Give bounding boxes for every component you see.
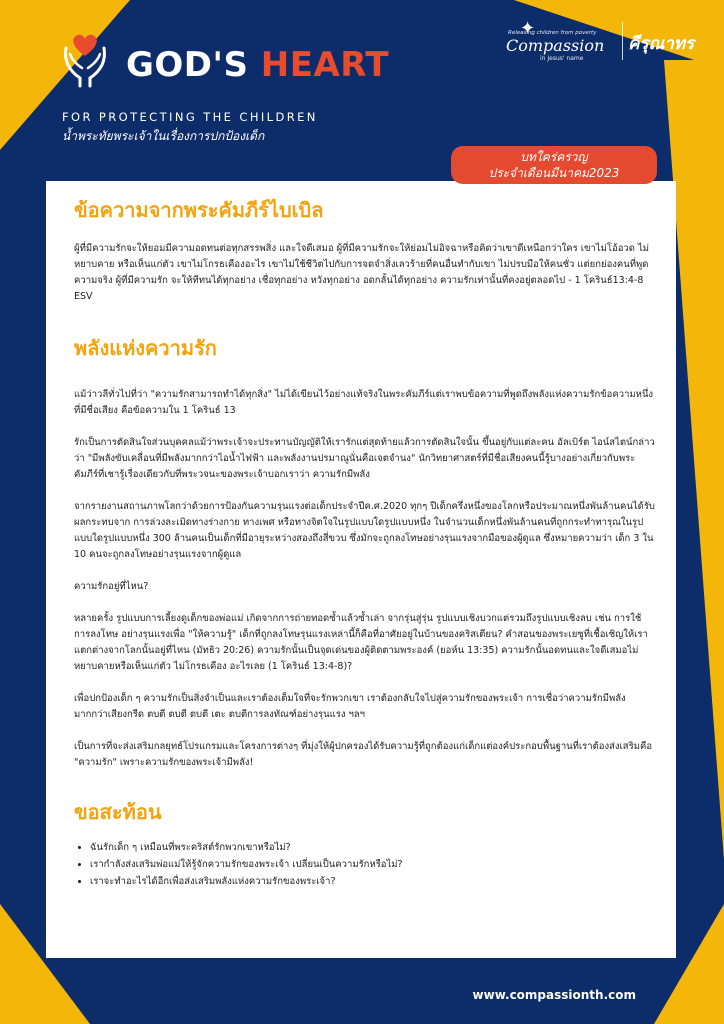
reflect-section-title: ขอสะท้อน: [74, 800, 162, 824]
power-paragraph-5: หลายครั้ง รูปแบบการเลี้ยงดูเด็กของพ่อแม่ เกิดจากการถ่ายทอดซ้ำแล้วซ้ำเล่า จากรุ่นสู่รุ่น รูปแบบเชิงบวกแต่รวมถึงรูปแบบเชิงลบ เช่น การใช้การลงโทษ อย่างรุนแรงเพื่อ "ให้ความรู้" เด็กที่ถูกลงโทษรุนแรงเหล่านี้ก็คือที่อาศัยอยู่ในบ้านของคริสเตียน? คำสอนของพระเยซูที่เชื้อเชิญให้เราแตกต่างจากโลกนั้นอยู่ที่ไหน (มัทธิว 20:26) ความรักนั้นเป็นจุดเด่นของผู้ติดตามพระองค์ (ยอห์น 13:35) ความรักนั้นอดทนและใจดีเสมอไม่หยาบคายหรือเห็นแก่ตัว ไม่โกรธเคือง อะไรเลย (1 โครินธ์ 13:4-8)?: [74, 613, 648, 672]
power-paragraph-6: เพื่อปกป้องเด็ก ๆ ความรักเป็นสิ่งจำเป็นและเราต้องเต็มใจที่จะรักพวกเขา เราต้องกลับใจไปสู่ความรักของพระเจ้า การเชื่อว่าความรักมีพลังมากกว่าเสียงกรีด ตบตี ตบตี ตบตี เตะ ตบตีการลงทัณฑ์อย่างรุนแรง ฯลฯ: [74, 693, 626, 720]
compassion-figure-icon: ✦: [520, 18, 536, 39]
compassion-name: Compassion: [506, 36, 605, 55]
compassion-in-jesus: in Jesus' name: [540, 55, 584, 62]
website-link[interactable]: www.compassionth.com: [472, 988, 636, 1002]
power-paragraph-2: รักเป็นการตัดสินใจส่วนบุคคลแม้ว่าพระเจ้าจะประทานบัญญัติให้เรารักแต่สุดท้ายแล้วการตัดสินใจนั้น ขึ้นอยู่กับแต่ละคน อัลเบิร์ต ไอน์สไตน์กล่าวว่า "มีพลังขับเคลื่อนที่มีพลังมากกว่าไอน้ำไฟฟ้า และพลังงานปรมาณูนั่นคือเจตจำนง" นักวิทยาศาสตร์ที่มีชื่อเสียงคนนี้รู้บางอย่างเกี่ยวกับพระคัมภีร์ที่เชารู้เรื่องเดียวกับที่พระวจนะของพระเจ้าบอกเราว่า ความรักมีพลัง: [74, 437, 655, 480]
compassion-tagline: Releasing children from poverty: [508, 30, 597, 36]
badge-line-1: บทใคร่ครวญ: [520, 150, 588, 164]
reflect-item: • ฉันรักเด็ก ๆ เหมือนที่พระคริสต์รักพวกเขาหรือไม่?: [90, 839, 656, 856]
power-paragraph-4: ความรักอยู่ที่ไหน?: [74, 581, 149, 592]
compassion-logo: [506, 18, 695, 64]
logo-subtitle: FOR PROTECTING THE CHILDREN: [62, 110, 318, 124]
hands-heart-icon: [60, 30, 110, 88]
reflect-list: [74, 839, 656, 890]
power-section-title: พลังแห่งความรัก: [74, 336, 217, 360]
month-badge: [451, 146, 657, 184]
bible-section-title: ข้อความจากพระคัมภีร์ไบเบิล: [74, 198, 324, 222]
logo-title-heart: HEART: [260, 45, 390, 85]
reflect-item: • เราจะทำอะไรได้อีกเพื่อส่งเสริมพลังแห่งความรักของพระเจ้า?: [90, 873, 656, 890]
content-body: [74, 195, 656, 890]
power-paragraph-3: จากรายงานสถานภาพโลกว่าด้วยการป้องกันความรุนแรงต่อเด็กประจำปีค.ศ.2020 ทุกๆ ปีเด็กครึ่งหนึ่งของโลกหรือประมาณหนึ่งพันล้านคนได้รับผลกระทบจาก การล่วงละเมิดทางร่างกาย ทางเพศ หรือทางจิตใจในรูปแบบใดรูปแบบหนึ่ง ในจำนวนเด็กหนึ่งพันล้านคนที่ถูกกระทำทารุณในรูปแบบใดรูปแบบหนึ่ง 300 ล้านคนเป็นเด็กที่มีอายุระหว่างสองถึงสี่ขวบ ซึ่งมักจะถูกลงโทษอย่างรุนแรงจากมือของผู้ดูแล ซึ่งหมายความว่า เด็ก 3 ใน 10 คนจะถูกลงโทษอย่างรุนแรงจากผู้ดูแล: [74, 501, 655, 560]
content-card: [46, 181, 676, 958]
logo-separator: [622, 22, 623, 60]
logo-thai-subtitle: น้ำพระทัยพระเจ้าในเรื่องการปกป้องเด็ก: [62, 129, 265, 143]
logo-title: [126, 45, 390, 85]
compassion-thai-name: คีรุณาทร: [628, 34, 695, 54]
reflect-item: • เรากำลังส่งเสริมพ่อแม่ให้รู้จักความรักของพระเจ้า เปลี่ยนเป็นความรักหรือไม่?: [90, 856, 656, 873]
power-paragraph-7: เป็นการที่จะส่งเสริมกลยุทธ์โปรแกรมและโครงการต่างๆ ที่มุ่งให้ผู้ปกครองได้รับความรู้ที่ถูกต้องแก่เด็กแต่องค์ประกอบพื้นฐานที่เราต้องส่งเสริมคือ "ความรัก" เพราะความรักของพระเจ้ามีพลัง!: [74, 741, 653, 768]
power-paragraph-1: แม้ว่าวลีทั่วไปที่ว่า "ความรักสามารถทำได้ทุกสิ่ง" ไม่ได้เขียนไว้อย่างแท้จริงในพระคัมภีร์แต่เราพบข้อความที่พูดถึงพลังแห่งความรักข้อความหนึ่งที่มีชื่อเสียง คือข้อความใน 1 โครินธ์ 13: [74, 389, 654, 416]
badge-line-2: ประจำเดือนมีนาคม2023: [488, 166, 620, 180]
logo-title-gods: GOD'S: [126, 45, 261, 85]
bible-verse-text: ผู้ที่มีความรักจะให้ยอมมีความอดทนต่อทุกสรรพสิ่ง และใจดีเสมอ ผู้ที่มีความรักจะให้ย่อมไม่อิจฉาหรือคิดว่าเขาดีเหนือกว่าใคร เขาไม่โอ้อวด ไม่หยาบคาย หรือเห็นแก่ตัว เขาไม่โกรธเคืองอะไร เขาไม่ใช้ชีวิตไปกับการจดจำสิ่งเลวร้ายที่คนอื่นทำกับเขา ไม่ปรบมือให้คนชั่ว แต่ยกย่องคนที่พูดความจริง ผู้ที่มีความรัก จะให้ทีทนได้ทุกอย่าง เชื่อทุกอย่าง หวังทุกอย่าง อดกลั้นได้ทุกอย่าง ความรักเท่านั้นที่คงอยู่ตลอดไป - 1 โครินธ์13:4-8 ESV: [74, 243, 649, 302]
